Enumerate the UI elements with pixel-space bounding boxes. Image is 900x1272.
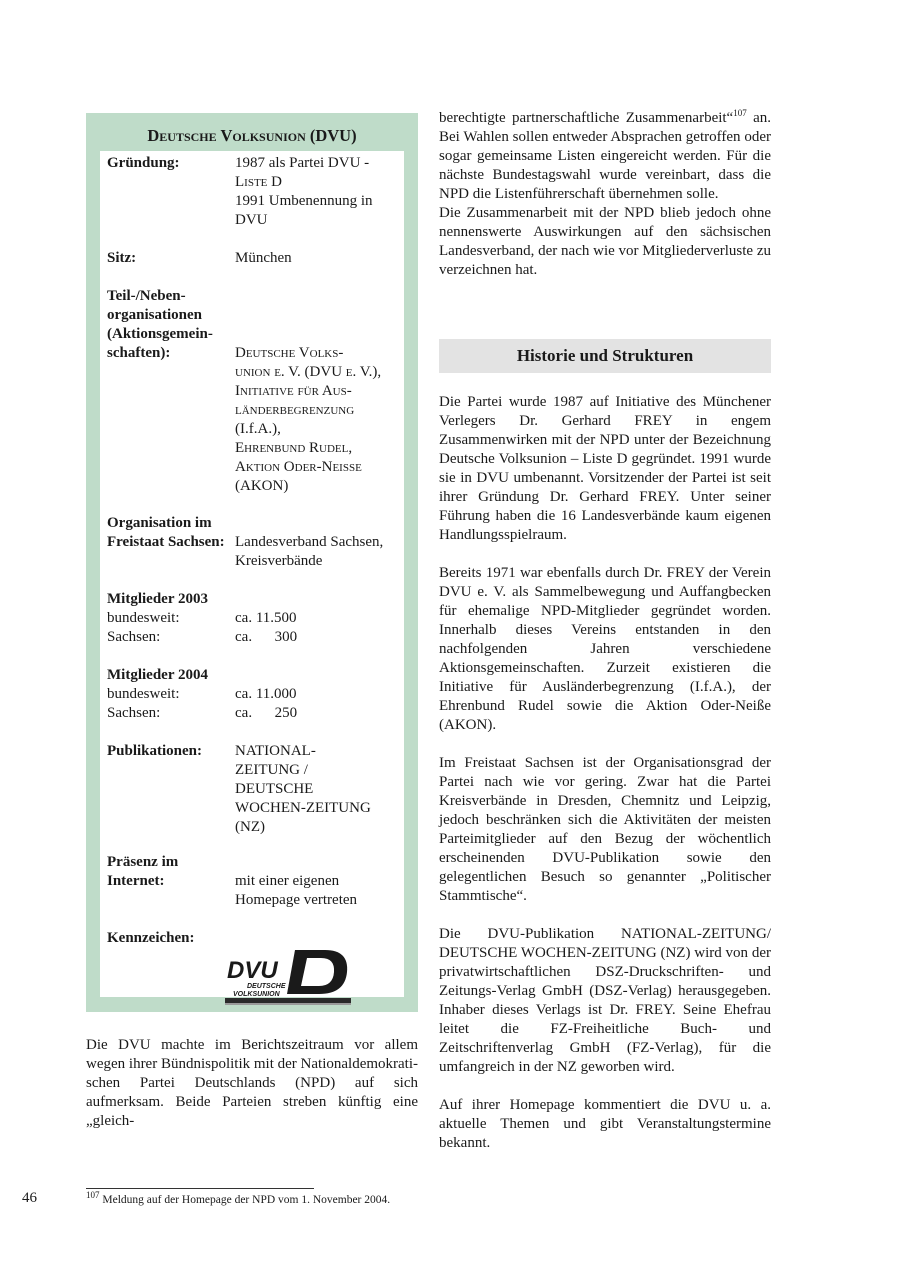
dvu-logo: [225, 946, 353, 1006]
section-heading: Historie und Strukturen: [439, 339, 771, 373]
footnote: [86, 1190, 391, 1208]
value-bundesweit-2003: ca. 11.500: [235, 610, 297, 626]
footnote-number: 107: [86, 1190, 100, 1201]
left-paragraph: Die DVU machte im Berichtszeitraum vor allem wegen ihrer Bündnispolitik mit der Nationaldemokrati-schen Partei Deutschlands (NPD) auf sich aufmerksam. Beide Parteien streben künftig eine „gleich-: [86, 1037, 419, 1129]
label-bundesweit-2004: bundesweit:: [107, 686, 180, 702]
label-gruendung: Gründung:: [107, 155, 180, 171]
paragraph-historie: Die Partei wurde 1987 auf Initiative des Münchener Verlegers Dr. Gerhard FREY in engem Zusammenwirken mit der NPD unter der Bezeichnung Deutsche Volksunion – Liste D gegründet. 1991 wurde sie in DVU umbenannt. Vorsitzender der Partei ist seit ihrer Gründung Dr. Gerhard FREY. Unter seiner Führung haben die 16 Landesverbände kaum eigenen Handlungsspielraum.: [439, 394, 771, 543]
value-sitz: München: [235, 250, 292, 266]
paragraph-publikation: Die DVU-Publikation NATIONAL-ZEITUNG/ DEUTSCHE WOCHEN-ZEITUNG (NZ) wird von der privatwirtschaftlichen DSZ-Druckschriften- und Zeitungs-Verlag GmbH (DSZ-Verlag) herausgegeben. Inhaber dieses Verlags ist Dr. FREY. Seine Ehefrau leitet die FZ-Freiheitliche Buch- und Zeitschriftenverlag GmbH (FZ-Verlag), für die umfangreich in der NZ geworben wird.: [439, 926, 771, 1075]
label-sitz: Sitz:: [107, 250, 137, 266]
value-bundesweit-2004: ca. 11.000: [235, 686, 297, 702]
label-sachsen-2003: Sachsen:: [107, 629, 161, 645]
value-organisationen: Deutsche Volks- union e. V. (DVU e. V.), Initiative für Aus- länderbegrenzung (I.f.A.), Ehrenbund Rudel, Aktion Oder-Neiße (AKON): [235, 345, 382, 494]
page-number: 46: [22, 1190, 37, 1206]
label-mitglieder-2004: Mitglieder 2004: [107, 667, 208, 683]
value-sachsen-2004: ca. 250: [235, 705, 298, 721]
paragraph-homepage: Auf ihrer Homepage kommentiert die DVU u. a. aktuelle Themen und gibt Veranstaltungstermine bekannt.: [439, 1097, 771, 1151]
label-kennzeichen: Kennzeichen:: [107, 930, 195, 946]
label-sachsen-2004: Sachsen:: [107, 705, 161, 721]
right-top-text: [439, 109, 771, 280]
value-internet: mit einer eigenen Homepage vertreten: [235, 873, 358, 908]
right-top-paragraph-2: Die Zusammenarbeit mit der NPD blieb jedoch ohne nennenswerte Auswirkungen auf den sächsischen Landesverband, der nach wie vor Mitgliederverluste zu verzeichnen hat.: [439, 205, 771, 278]
footnote-text: Meldung auf der Homepage der NPD vom 1. November 2004.: [102, 1194, 391, 1206]
label-organisation-sachsen: Organisation im Freistaat Sachsen:: [107, 515, 225, 550]
paragraph-sachsen: Im Freistaat Sachsen ist der Organisationsgrad der Partei nach wie vor gering. Zwar hat die Partei Kreisverbände in Dresden, Chemnitz und Leipzig, jedoch beschränken sich die Aktivitäten der meisten Parteimitglieder auf den Bezug der wöchentlich erscheinenden DVU-Publikation sowie den gelegentlichen Besuch so genannter „Politischer Stammtische“.: [439, 755, 771, 904]
value-sachsen-2003: ca. 300: [235, 629, 298, 645]
value-gruendung: 1987 als Partei DVU - Liste D 1991 Umbenennung in DVU: [235, 155, 373, 228]
right-column-body: [439, 393, 771, 1153]
svg-text:DVU: DVU: [227, 957, 278, 984]
info-box-title: Deutsche Volksunion (DVU): [147, 126, 357, 145]
paragraph-verein: Bereits 1971 war ebenfalls durch Dr. FREY der Verein DVU e. V. als Sammelbewegung und Auffangbecken für ehemalige NPD-Mitglieder gegründet worden. Innerhalb dieses Vereins entstanden in den nachfolgenden Jahren verschiedene Aktionsgemeinschaften. Zurzeit existieren die Initiative für Ausländerbegrenzung (I.f.A.), der Ehrenbund Rudel sowie die Aktion Oder-Neiße (AKON).: [439, 565, 771, 733]
info-box-content: [100, 151, 404, 997]
value-organisation-sachsen: Landesverband Sachsen, Kreisverbände: [235, 534, 384, 569]
info-box: [86, 113, 418, 1012]
value-publikationen: NATIONAL- ZEITUNG / DEUTSCHE WOCHEN-ZEITUNG (NZ): [235, 743, 371, 835]
label-internet: Präsenz im Internet:: [107, 854, 179, 889]
right-top-paragraph-1: berechtigte partnerschaftliche Zusammenarbeit“$^{107}$ an. Bei Wahlen sollen entweder Absprachen getroffen oder sogar gemeinsame Listen eingereicht werden. Für die nächste Bundestagswahl wurde vereinbart, dass die NPD die Listenführerschaft übernehmen solle.: [439, 108, 771, 202]
label-bundesweit-2003: bundesweit:: [107, 610, 180, 626]
label-organisationen: Teil-/Neben- organisationen (Aktionsgemein- schaften):: [107, 288, 213, 361]
svg-text:DEUTSCHE: DEUTSCHE: [247, 983, 286, 990]
label-publikationen: Publikationen:: [107, 743, 203, 759]
svg-text:VOLKSUNION: VOLKSUNION: [233, 991, 280, 998]
dvu-logo-graphic: [225, 946, 353, 1006]
footnote-divider: [86, 1188, 314, 1189]
label-mitglieder-2003: Mitglieder 2003: [107, 591, 208, 607]
footnote-ref: 107: [733, 108, 747, 118]
